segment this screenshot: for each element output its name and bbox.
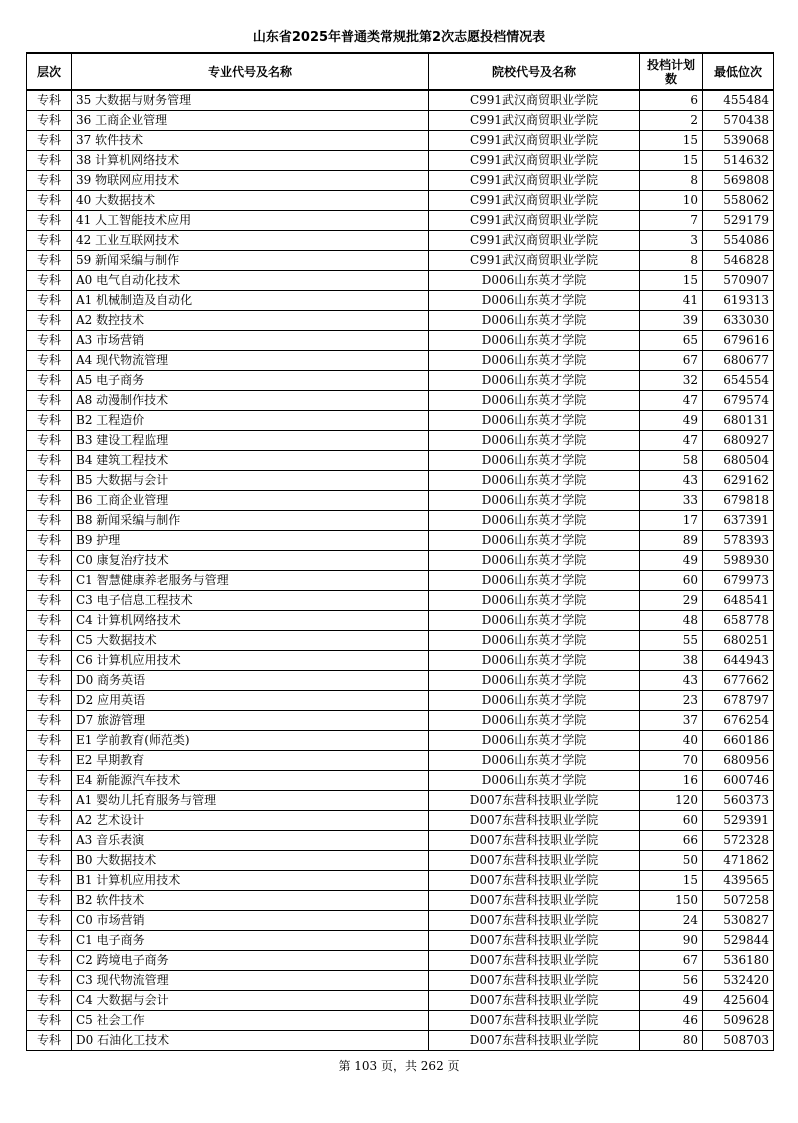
cell-rank: 529391 — [703, 811, 774, 831]
cell-level: 专科 — [27, 851, 72, 871]
cell-level: 专科 — [27, 671, 72, 691]
cell-school: D007东营科技职业学院 — [429, 931, 640, 951]
cell-major: C5 社会工作 — [72, 1011, 429, 1031]
cell-rank: 455484 — [703, 90, 774, 111]
cell-level: 专科 — [27, 1011, 72, 1031]
cell-major: B8 新闻采编与制作 — [72, 511, 429, 531]
table-row — [27, 211, 774, 231]
cell-level: 专科 — [27, 631, 72, 651]
table-row — [27, 691, 774, 711]
table-row — [27, 331, 774, 351]
cell-school: D006山东英才学院 — [429, 311, 640, 331]
cell-plan: 49 — [640, 991, 703, 1011]
cell-school: D006山东英才学院 — [429, 711, 640, 731]
table-row — [27, 611, 774, 631]
cell-rank: 619313 — [703, 291, 774, 311]
cell-major: D2 应用英语 — [72, 691, 429, 711]
table-row — [27, 251, 774, 271]
cell-school: C991武汉商贸职业学院 — [429, 90, 640, 111]
cell-level: 专科 — [27, 871, 72, 891]
cell-plan: 23 — [640, 691, 703, 711]
table-row — [27, 231, 774, 251]
cell-rank: 558062 — [703, 191, 774, 211]
cell-rank: 536180 — [703, 951, 774, 971]
cell-major: B3 建设工程监理 — [72, 431, 429, 451]
cell-level: 专科 — [27, 171, 72, 191]
cell-level: 专科 — [27, 391, 72, 411]
cell-school: D006山东英才学院 — [429, 771, 640, 791]
cell-level: 专科 — [27, 371, 72, 391]
cell-level: 专科 — [27, 271, 72, 291]
cell-plan: 24 — [640, 911, 703, 931]
cell-rank: 680251 — [703, 631, 774, 651]
cell-plan: 16 — [640, 771, 703, 791]
cell-major: C3 电子信息工程技术 — [72, 591, 429, 611]
cell-major: A5 电子商务 — [72, 371, 429, 391]
cell-level: 专科 — [27, 311, 72, 331]
cell-level: 专科 — [27, 531, 72, 551]
cell-school: D006山东英才学院 — [429, 271, 640, 291]
header-level: 层次 — [27, 53, 72, 90]
cell-level: 专科 — [27, 731, 72, 751]
cell-rank: 570438 — [703, 111, 774, 131]
table-row — [27, 1011, 774, 1031]
cell-major: C6 计算机应用技术 — [72, 651, 429, 671]
cell-level: 专科 — [27, 491, 72, 511]
cell-level: 专科 — [27, 331, 72, 351]
cell-plan: 47 — [640, 391, 703, 411]
cell-major: 59 新闻采编与制作 — [72, 251, 429, 271]
table-row — [27, 191, 774, 211]
cell-major: C2 跨境电子商务 — [72, 951, 429, 971]
cell-major: E2 早期教育 — [72, 751, 429, 771]
cell-school: C991武汉商贸职业学院 — [429, 171, 640, 191]
cell-level: 专科 — [27, 411, 72, 431]
cell-plan: 89 — [640, 531, 703, 551]
cell-level: 专科 — [27, 431, 72, 451]
cell-school: D006山东英才学院 — [429, 471, 640, 491]
cell-level: 专科 — [27, 211, 72, 231]
table-row — [27, 471, 774, 491]
cell-plan: 2 — [640, 111, 703, 131]
table-row — [27, 951, 774, 971]
cell-major: B0 大数据技术 — [72, 851, 429, 871]
cell-level: 专科 — [27, 831, 72, 851]
cell-major: 39 物联网应用技术 — [72, 171, 429, 191]
cell-level: 专科 — [27, 691, 72, 711]
cell-rank: 572328 — [703, 831, 774, 851]
table-row — [27, 451, 774, 471]
cell-rank: 654554 — [703, 371, 774, 391]
table-row — [27, 90, 774, 111]
table-row — [27, 531, 774, 551]
table-row — [27, 771, 774, 791]
cell-rank: 680504 — [703, 451, 774, 471]
cell-plan: 6 — [640, 90, 703, 111]
cell-major: B9 护理 — [72, 531, 429, 551]
table-row — [27, 431, 774, 451]
cell-major: D7 旅游管理 — [72, 711, 429, 731]
cell-plan: 3 — [640, 231, 703, 251]
cell-school: D006山东英才学院 — [429, 751, 640, 771]
cell-level: 专科 — [27, 291, 72, 311]
cell-major: A2 艺术设计 — [72, 811, 429, 831]
cell-level: 专科 — [27, 771, 72, 791]
cell-major: A8 动漫制作技术 — [72, 391, 429, 411]
cell-school: D006山东英才学院 — [429, 491, 640, 511]
cell-level: 专科 — [27, 711, 72, 731]
cell-major: C0 康复治疗技术 — [72, 551, 429, 571]
cell-major: C4 大数据与会计 — [72, 991, 429, 1011]
table-row — [27, 351, 774, 371]
cell-level: 专科 — [27, 611, 72, 631]
cell-school: D006山东英才学院 — [429, 511, 640, 531]
cell-plan: 50 — [640, 851, 703, 871]
cell-school: D007东营科技职业学院 — [429, 991, 640, 1011]
cell-rank: 648541 — [703, 591, 774, 611]
cell-rank: 637391 — [703, 511, 774, 531]
cell-school: D007东营科技职业学院 — [429, 911, 640, 931]
cell-major: 36 工商企业管理 — [72, 111, 429, 131]
cell-school: D006山东英才学院 — [429, 391, 640, 411]
cell-rank: 530827 — [703, 911, 774, 931]
cell-plan: 43 — [640, 471, 703, 491]
cell-plan: 46 — [640, 1011, 703, 1031]
cell-school: D006山东英才学院 — [429, 531, 640, 551]
cell-plan: 55 — [640, 631, 703, 651]
table-row — [27, 151, 774, 171]
cell-major: 35 大数据与财务管理 — [72, 90, 429, 111]
table-body — [27, 90, 774, 1051]
cell-school: C991武汉商贸职业学院 — [429, 131, 640, 151]
cell-major: A0 电气自动化技术 — [72, 271, 429, 291]
cell-rank: 539068 — [703, 131, 774, 151]
table-row — [27, 311, 774, 331]
cell-rank: 679973 — [703, 571, 774, 591]
cell-plan: 29 — [640, 591, 703, 611]
cell-major: C5 大数据技术 — [72, 631, 429, 651]
cell-level: 专科 — [27, 791, 72, 811]
cell-plan: 67 — [640, 951, 703, 971]
cell-level: 专科 — [27, 931, 72, 951]
cell-school: D006山东英才学院 — [429, 411, 640, 431]
cell-plan: 67 — [640, 351, 703, 371]
table-row — [27, 131, 774, 151]
cell-school: D007东营科技职业学院 — [429, 971, 640, 991]
cell-plan: 43 — [640, 671, 703, 691]
cell-school: D006山东英才学院 — [429, 651, 640, 671]
cell-school: D007东营科技职业学院 — [429, 1031, 640, 1051]
cell-school: D006山东英才学院 — [429, 571, 640, 591]
cell-plan: 15 — [640, 131, 703, 151]
cell-major: D0 石油化工技术 — [72, 1031, 429, 1051]
cell-rank: 507258 — [703, 891, 774, 911]
cell-rank: 514632 — [703, 151, 774, 171]
table-row — [27, 671, 774, 691]
cell-major: D0 商务英语 — [72, 671, 429, 691]
header-plan: 投档计划数 — [640, 53, 703, 90]
cell-school: D006山东英才学院 — [429, 351, 640, 371]
cell-school: D006山东英才学院 — [429, 551, 640, 571]
cell-school: C991武汉商贸职业学院 — [429, 151, 640, 171]
cell-school: D007东营科技职业学院 — [429, 1011, 640, 1031]
table-row — [27, 991, 774, 1011]
cell-major: C1 智慧健康养老服务与管理 — [72, 571, 429, 591]
cell-rank: 660186 — [703, 731, 774, 751]
cell-rank: 644943 — [703, 651, 774, 671]
page-footer: 第 103 页，共 262 页 — [338, 1059, 460, 1073]
cell-school: D006山东英才学院 — [429, 591, 640, 611]
table-row — [27, 931, 774, 951]
cell-plan: 40 — [640, 731, 703, 751]
cell-major: A1 婴幼儿托育服务与管理 — [72, 791, 429, 811]
table-row — [27, 171, 774, 191]
cell-school: D006山东英才学院 — [429, 731, 640, 751]
cell-rank: 508703 — [703, 1031, 774, 1051]
cell-major: 41 人工智能技术应用 — [72, 211, 429, 231]
cell-major: E1 学前教育(师范类) — [72, 731, 429, 751]
cell-rank: 546828 — [703, 251, 774, 271]
cell-school: D006山东英才学院 — [429, 631, 640, 651]
table-row — [27, 711, 774, 731]
cell-major: A1 机械制造及自动化 — [72, 291, 429, 311]
cell-school: C991武汉商贸职业学院 — [429, 191, 640, 211]
cell-level: 专科 — [27, 751, 72, 771]
table-row — [27, 591, 774, 611]
cell-plan: 37 — [640, 711, 703, 731]
table-row — [27, 811, 774, 831]
cell-level: 专科 — [27, 911, 72, 931]
table-row — [27, 511, 774, 531]
cell-school: C991武汉商贸职业学院 — [429, 251, 640, 271]
cell-plan: 48 — [640, 611, 703, 631]
cell-major: C4 计算机网络技术 — [72, 611, 429, 631]
cell-school: D006山东英才学院 — [429, 371, 640, 391]
cell-plan: 56 — [640, 971, 703, 991]
cell-level: 专科 — [27, 471, 72, 491]
cell-school: D006山东英才学院 — [429, 331, 640, 351]
cell-level: 专科 — [27, 891, 72, 911]
cell-school: D007东营科技职业学院 — [429, 891, 640, 911]
table-row — [27, 1031, 774, 1051]
cell-major: B2 软件技术 — [72, 891, 429, 911]
table-row — [27, 651, 774, 671]
table-row — [27, 391, 774, 411]
table-row — [27, 271, 774, 291]
table-row — [27, 371, 774, 391]
cell-plan: 38 — [640, 651, 703, 671]
cell-plan: 65 — [640, 331, 703, 351]
cell-school: D006山东英才学院 — [429, 451, 640, 471]
cell-plan: 150 — [640, 891, 703, 911]
table-header-row — [27, 53, 774, 90]
cell-plan: 39 — [640, 311, 703, 331]
cell-school: D007东营科技职业学院 — [429, 951, 640, 971]
cell-rank: 600746 — [703, 771, 774, 791]
cell-school: D006山东英才学院 — [429, 431, 640, 451]
cell-level: 专科 — [27, 951, 72, 971]
cell-rank: 554086 — [703, 231, 774, 251]
cell-school: D007东营科技职业学院 — [429, 871, 640, 891]
cell-school: D006山东英才学院 — [429, 611, 640, 631]
cell-rank: 471862 — [703, 851, 774, 871]
table-row — [27, 111, 774, 131]
cell-major: B5 大数据与会计 — [72, 471, 429, 491]
cell-school: D007东营科技职业学院 — [429, 811, 640, 831]
cell-major: 40 大数据技术 — [72, 191, 429, 211]
cell-rank: 578393 — [703, 531, 774, 551]
cell-level: 专科 — [27, 151, 72, 171]
cell-major: C1 电子商务 — [72, 931, 429, 951]
cell-level: 专科 — [27, 511, 72, 531]
cell-plan: 60 — [640, 811, 703, 831]
cell-rank: 560373 — [703, 791, 774, 811]
cell-plan: 58 — [640, 451, 703, 471]
cell-major: 37 软件技术 — [72, 131, 429, 151]
cell-rank: 680131 — [703, 411, 774, 431]
cell-rank: 633030 — [703, 311, 774, 331]
cell-rank: 680677 — [703, 351, 774, 371]
cell-plan: 66 — [640, 831, 703, 851]
cell-level: 专科 — [27, 191, 72, 211]
cell-plan: 49 — [640, 411, 703, 431]
cell-level: 专科 — [27, 551, 72, 571]
cell-level: 专科 — [27, 971, 72, 991]
cell-school: C991武汉商贸职业学院 — [429, 111, 640, 131]
cell-rank: 680956 — [703, 751, 774, 771]
cell-major: 42 工业互联网技术 — [72, 231, 429, 251]
cell-plan: 7 — [640, 211, 703, 231]
table-row — [27, 551, 774, 571]
cell-major: B6 工商企业管理 — [72, 491, 429, 511]
cell-level: 专科 — [27, 231, 72, 251]
cell-major: B2 工程造价 — [72, 411, 429, 431]
cell-major: A3 市场营销 — [72, 331, 429, 351]
table-row — [27, 851, 774, 871]
table-row — [27, 411, 774, 431]
cell-major: B4 建筑工程技术 — [72, 451, 429, 471]
cell-school: D006山东英才学院 — [429, 671, 640, 691]
table-row — [27, 571, 774, 591]
cell-rank: 679616 — [703, 331, 774, 351]
cell-major: B1 计算机应用技术 — [72, 871, 429, 891]
cell-rank: 425604 — [703, 991, 774, 1011]
cell-rank: 570907 — [703, 271, 774, 291]
cell-plan: 15 — [640, 871, 703, 891]
header-major: 专业代号及名称 — [72, 53, 429, 90]
cell-plan: 90 — [640, 931, 703, 951]
table-row — [27, 731, 774, 751]
table-row — [27, 971, 774, 991]
cell-rank: 529844 — [703, 931, 774, 951]
cell-rank: 679818 — [703, 491, 774, 511]
cell-plan: 33 — [640, 491, 703, 511]
cell-rank: 680927 — [703, 431, 774, 451]
cell-plan: 17 — [640, 511, 703, 531]
cell-plan: 41 — [640, 291, 703, 311]
cell-rank: 679574 — [703, 391, 774, 411]
table-row — [27, 791, 774, 811]
cell-plan: 15 — [640, 271, 703, 291]
cell-major: E4 新能源汽车技术 — [72, 771, 429, 791]
table-row — [27, 891, 774, 911]
cell-school: D007东营科技职业学院 — [429, 791, 640, 811]
cell-level: 专科 — [27, 451, 72, 471]
cell-major: A2 数控技术 — [72, 311, 429, 331]
cell-plan: 70 — [640, 751, 703, 771]
header-school: 院校代号及名称 — [429, 53, 640, 90]
admission-table — [26, 52, 774, 1051]
cell-rank: 677662 — [703, 671, 774, 691]
cell-level: 专科 — [27, 251, 72, 271]
cell-level: 专科 — [27, 90, 72, 111]
cell-rank: 532420 — [703, 971, 774, 991]
cell-school: C991武汉商贸职业学院 — [429, 231, 640, 251]
cell-school: D006山东英才学院 — [429, 291, 640, 311]
cell-major: C0 市场营销 — [72, 911, 429, 931]
cell-plan: 10 — [640, 191, 703, 211]
cell-plan: 80 — [640, 1031, 703, 1051]
table-row — [27, 291, 774, 311]
cell-school: D007东营科技职业学院 — [429, 831, 640, 851]
cell-level: 专科 — [27, 991, 72, 1011]
cell-school: D007东营科技职业学院 — [429, 851, 640, 871]
cell-rank: 529179 — [703, 211, 774, 231]
cell-plan: 49 — [640, 551, 703, 571]
cell-plan: 8 — [640, 171, 703, 191]
cell-rank: 676254 — [703, 711, 774, 731]
table-row — [27, 751, 774, 771]
table-row — [27, 831, 774, 851]
cell-level: 专科 — [27, 111, 72, 131]
cell-rank: 509628 — [703, 1011, 774, 1031]
cell-major: A3 音乐表演 — [72, 831, 429, 851]
cell-plan: 120 — [640, 791, 703, 811]
cell-plan: 32 — [640, 371, 703, 391]
cell-plan: 47 — [640, 431, 703, 451]
cell-school: C991武汉商贸职业学院 — [429, 211, 640, 231]
cell-major: A4 现代物流管理 — [72, 351, 429, 371]
cell-rank: 658778 — [703, 611, 774, 631]
cell-level: 专科 — [27, 351, 72, 371]
table-row — [27, 871, 774, 891]
cell-rank: 598930 — [703, 551, 774, 571]
cell-plan: 8 — [640, 251, 703, 271]
header-rank: 最低位次 — [703, 53, 774, 90]
cell-level: 专科 — [27, 591, 72, 611]
cell-plan: 60 — [640, 571, 703, 591]
cell-major: C3 现代物流管理 — [72, 971, 429, 991]
cell-level: 专科 — [27, 571, 72, 591]
cell-rank: 678797 — [703, 691, 774, 711]
cell-rank: 629162 — [703, 471, 774, 491]
page-title: 山东省2025年普通类常规批第2次志愿投档情况表 — [252, 30, 546, 45]
table-row — [27, 631, 774, 651]
cell-rank: 569808 — [703, 171, 774, 191]
cell-major: 38 计算机网络技术 — [72, 151, 429, 171]
cell-level: 专科 — [27, 811, 72, 831]
table-row — [27, 491, 774, 511]
cell-level: 专科 — [27, 131, 72, 151]
table-row — [27, 911, 774, 931]
cell-plan: 15 — [640, 151, 703, 171]
cell-rank: 439565 — [703, 871, 774, 891]
cell-level: 专科 — [27, 651, 72, 671]
cell-level: 专科 — [27, 1031, 72, 1051]
cell-school: D006山东英才学院 — [429, 691, 640, 711]
